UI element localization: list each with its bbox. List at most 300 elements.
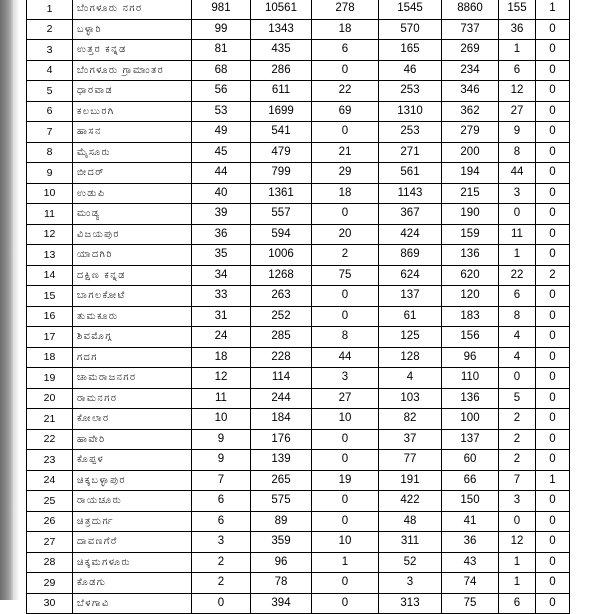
value-cell: 3 (312, 368, 379, 389)
value-cell: 244 (251, 388, 312, 409)
value-cell: 99 (192, 19, 251, 40)
serial-number-cell: 7 (27, 122, 73, 143)
value-cell: 624 (379, 265, 442, 286)
value-cell: 12 (499, 81, 536, 102)
district-cases-table (26, 0, 570, 614)
district-name-cell: ಚಿಕ್ಕಮಗಳೂರು (73, 552, 192, 573)
value-cell: 9 (192, 450, 251, 471)
value-cell: 35 (192, 245, 251, 266)
value-cell: 1699 (251, 101, 312, 122)
value-cell: 18 (312, 183, 379, 204)
value-cell: 0 (312, 122, 379, 143)
value-cell: 285 (251, 327, 312, 348)
table-row (27, 450, 570, 471)
value-cell: 2 (192, 552, 251, 573)
value-cell: 137 (379, 286, 442, 307)
district-name-cell: ವಿಜಯಪುರ (73, 224, 192, 245)
serial-number-cell: 23 (27, 450, 73, 471)
value-cell: 9 (192, 429, 251, 450)
value-cell: 155 (499, 0, 536, 19)
table-row (27, 368, 570, 389)
value-cell: 346 (442, 81, 499, 102)
value-cell: 8 (499, 306, 536, 327)
value-cell: 8 (499, 142, 536, 163)
value-cell: 34 (192, 265, 251, 286)
value-cell: 2 (499, 409, 536, 430)
district-name-cell: ಹಾಸನ (73, 122, 192, 143)
value-cell: 52 (379, 552, 442, 573)
value-cell: 0 (312, 450, 379, 471)
value-cell: 0 (536, 491, 570, 512)
value-cell: 22 (499, 265, 536, 286)
table-row (27, 245, 570, 266)
value-cell: 3 (499, 183, 536, 204)
value-cell: 228 (251, 347, 312, 368)
value-cell: 48 (379, 511, 442, 532)
value-cell: 7 (192, 470, 251, 491)
value-cell: 1 (499, 40, 536, 61)
value-cell: 41 (442, 511, 499, 532)
value-cell: 2 (499, 450, 536, 471)
value-cell: 165 (379, 40, 442, 61)
value-cell: 252 (251, 306, 312, 327)
value-cell: 570 (379, 19, 442, 40)
value-cell: 6 (499, 286, 536, 307)
serial-number-cell: 19 (27, 368, 73, 389)
value-cell: 0 (536, 552, 570, 573)
serial-number-cell: 24 (27, 470, 73, 491)
value-cell: 424 (379, 224, 442, 245)
district-name-cell: ಬೆಂಗಳೂರು ನಗರ (73, 0, 192, 19)
value-cell: 279 (442, 122, 499, 143)
value-cell: 1 (312, 552, 379, 573)
value-cell: 799 (251, 163, 312, 184)
serial-number-cell: 4 (27, 60, 73, 81)
value-cell: 8860 (442, 0, 499, 19)
value-cell: 0 (536, 306, 570, 327)
value-cell: 136 (442, 388, 499, 409)
serial-number-cell: 29 (27, 573, 73, 594)
value-cell: 1 (499, 573, 536, 594)
value-cell: 81 (192, 40, 251, 61)
value-cell: 557 (251, 204, 312, 225)
district-name-cell: ರಾಯಚೂರು (73, 491, 192, 512)
value-cell: 359 (251, 532, 312, 553)
serial-number-cell: 18 (27, 347, 73, 368)
value-cell: 18 (192, 347, 251, 368)
value-cell: 0 (536, 409, 570, 430)
viewer-gutter (0, 0, 13, 600)
value-cell: 150 (442, 491, 499, 512)
value-cell: 1 (499, 552, 536, 573)
value-cell: 0 (536, 224, 570, 245)
value-cell: 0 (536, 163, 570, 184)
serial-number-cell: 1 (27, 0, 73, 19)
value-cell: 0 (312, 306, 379, 327)
table-row (27, 409, 570, 430)
value-cell: 2 (192, 573, 251, 594)
value-cell: 367 (379, 204, 442, 225)
table-row (27, 511, 570, 532)
value-cell: 11 (192, 388, 251, 409)
table-row (27, 224, 570, 245)
value-cell: 8 (312, 327, 379, 348)
value-cell: 2 (499, 429, 536, 450)
district-name-cell: ಬೀದರ್ (73, 163, 192, 184)
value-cell: 22 (312, 81, 379, 102)
value-cell: 4 (499, 347, 536, 368)
table-row (27, 388, 570, 409)
table-row (27, 60, 570, 81)
value-cell: 89 (251, 511, 312, 532)
serial-number-cell: 22 (27, 429, 73, 450)
value-cell: 0 (536, 81, 570, 102)
district-name-cell: ಬೆಂಗಳೂರು ಗ್ರಾಮಾಂತರ (73, 60, 192, 81)
value-cell: 1143 (379, 183, 442, 204)
value-cell: 7 (499, 470, 536, 491)
district-name-cell: ಚಾಮರಾಜನಗರ (73, 368, 192, 389)
table-row (27, 183, 570, 204)
value-cell: 286 (251, 60, 312, 81)
value-cell: 4 (499, 327, 536, 348)
serial-number-cell: 21 (27, 409, 73, 430)
value-cell: 253 (379, 81, 442, 102)
page-edge-shadow (13, 0, 19, 600)
district-name-cell: ಮಂಡ್ಯ (73, 204, 192, 225)
value-cell: 12 (499, 532, 536, 553)
value-cell: 0 (499, 204, 536, 225)
district-name-cell: ಬಾಗಲಕೋಟೆ (73, 286, 192, 307)
value-cell: 77 (379, 450, 442, 471)
value-cell: 0 (536, 532, 570, 553)
value-cell: 56 (192, 81, 251, 102)
serial-number-cell: 27 (27, 532, 73, 553)
value-cell: 0 (536, 122, 570, 143)
value-cell: 737 (442, 19, 499, 40)
table-row (27, 593, 570, 614)
value-cell: 0 (536, 327, 570, 348)
value-cell: 1361 (251, 183, 312, 204)
value-cell: 0 (536, 19, 570, 40)
district-name-cell: ದಾವಣಗೆರೆ (73, 532, 192, 553)
value-cell: 0 (312, 429, 379, 450)
table-row (27, 122, 570, 143)
value-cell: 0 (536, 40, 570, 61)
value-cell: 36 (442, 532, 499, 553)
value-cell: 4 (379, 368, 442, 389)
value-cell: 2 (536, 265, 570, 286)
value-cell: 159 (442, 224, 499, 245)
serial-number-cell: 3 (27, 40, 73, 61)
value-cell: 575 (251, 491, 312, 512)
value-cell: 313 (379, 593, 442, 614)
value-cell: 10561 (251, 0, 312, 19)
district-name-cell: ಬಳ್ಳಾರಿ (73, 19, 192, 40)
value-cell: 0 (312, 573, 379, 594)
value-cell: 1 (536, 0, 570, 19)
value-cell: 215 (442, 183, 499, 204)
value-cell: 6 (499, 593, 536, 614)
value-cell: 11 (499, 224, 536, 245)
value-cell: 0 (536, 101, 570, 122)
district-name-cell: ಹಾವೇರಿ (73, 429, 192, 450)
table-row (27, 81, 570, 102)
value-cell: 0 (536, 573, 570, 594)
district-name-cell: ಉತ್ತರ ಕನ್ನಡ (73, 40, 192, 61)
serial-number-cell: 14 (27, 265, 73, 286)
serial-number-cell: 26 (27, 511, 73, 532)
value-cell: 44 (312, 347, 379, 368)
value-cell: 103 (379, 388, 442, 409)
value-cell: 10 (312, 532, 379, 553)
table-row (27, 470, 570, 491)
district-name-cell: ಧಾರವಾಡ (73, 81, 192, 102)
district-name-cell: ಕಲಬುರಗಿ (73, 101, 192, 122)
value-cell: 0 (536, 245, 570, 266)
value-cell: 96 (251, 552, 312, 573)
district-name-cell: ಕೊಪ್ಪಳ (73, 450, 192, 471)
value-cell: 78 (251, 573, 312, 594)
value-cell: 0 (536, 347, 570, 368)
value-cell: 24 (192, 327, 251, 348)
district-name-cell: ಚಿಕ್ಕಬಳ್ಳಾಪುರ (73, 470, 192, 491)
value-cell: 869 (379, 245, 442, 266)
value-cell: 269 (442, 40, 499, 61)
serial-number-cell: 25 (27, 491, 73, 512)
table-row (27, 327, 570, 348)
value-cell: 278 (312, 0, 379, 19)
value-cell: 1 (499, 245, 536, 266)
value-cell: 33 (192, 286, 251, 307)
value-cell: 53 (192, 101, 251, 122)
value-cell: 1545 (379, 0, 442, 19)
table-row (27, 306, 570, 327)
value-cell: 6 (499, 60, 536, 81)
table-row (27, 204, 570, 225)
value-cell: 44 (499, 163, 536, 184)
value-cell: 0 (536, 204, 570, 225)
value-cell: 10 (192, 409, 251, 430)
value-cell: 40 (192, 183, 251, 204)
table-row (27, 429, 570, 450)
value-cell: 611 (251, 81, 312, 102)
value-cell: 68 (192, 60, 251, 81)
value-cell: 176 (251, 429, 312, 450)
value-cell: 0 (536, 183, 570, 204)
value-cell: 46 (379, 60, 442, 81)
value-cell: 190 (442, 204, 499, 225)
table-row (27, 19, 570, 40)
value-cell: 479 (251, 142, 312, 163)
value-cell: 0 (536, 593, 570, 614)
serial-number-cell: 30 (27, 593, 73, 614)
value-cell: 0 (536, 142, 570, 163)
serial-number-cell: 11 (27, 204, 73, 225)
value-cell: 136 (442, 245, 499, 266)
value-cell: 69 (312, 101, 379, 122)
value-cell: 44 (192, 163, 251, 184)
value-cell: 36 (499, 19, 536, 40)
serial-number-cell: 9 (27, 163, 73, 184)
value-cell: 110 (442, 368, 499, 389)
serial-number-cell: 6 (27, 101, 73, 122)
district-name-cell: ಬೆಳಗಾವಿ (73, 593, 192, 614)
value-cell: 311 (379, 532, 442, 553)
serial-number-cell: 10 (27, 183, 73, 204)
value-cell: 0 (312, 204, 379, 225)
table-row (27, 0, 570, 19)
value-cell: 75 (312, 265, 379, 286)
table-row (27, 40, 570, 61)
value-cell: 18 (312, 19, 379, 40)
value-cell: 0 (499, 368, 536, 389)
serial-number-cell: 5 (27, 81, 73, 102)
district-name-cell: ಯಾದಗಿರಿ (73, 245, 192, 266)
value-cell: 0 (536, 368, 570, 389)
value-cell: 435 (251, 40, 312, 61)
value-cell: 1343 (251, 19, 312, 40)
value-cell: 10 (312, 409, 379, 430)
value-cell: 184 (251, 409, 312, 430)
value-cell: 1006 (251, 245, 312, 266)
value-cell: 271 (379, 142, 442, 163)
value-cell: 0 (312, 286, 379, 307)
value-cell: 128 (379, 347, 442, 368)
value-cell: 0 (536, 429, 570, 450)
value-cell: 75 (442, 593, 499, 614)
table-row (27, 573, 570, 594)
value-cell: 0 (499, 511, 536, 532)
value-cell: 0 (536, 450, 570, 471)
value-cell: 541 (251, 122, 312, 143)
value-cell: 125 (379, 327, 442, 348)
value-cell: 39 (192, 204, 251, 225)
table-row (27, 491, 570, 512)
value-cell: 263 (251, 286, 312, 307)
serial-number-cell: 16 (27, 306, 73, 327)
value-cell: 6 (192, 511, 251, 532)
table-row (27, 265, 570, 286)
value-cell: 12 (192, 368, 251, 389)
value-cell: 0 (192, 593, 251, 614)
value-cell: 20 (312, 224, 379, 245)
value-cell: 0 (536, 286, 570, 307)
value-cell: 82 (379, 409, 442, 430)
value-cell: 114 (251, 368, 312, 389)
value-cell: 0 (312, 491, 379, 512)
value-cell: 0 (312, 511, 379, 532)
serial-number-cell: 12 (27, 224, 73, 245)
value-cell: 5 (499, 388, 536, 409)
value-cell: 6 (312, 40, 379, 61)
value-cell: 45 (192, 142, 251, 163)
value-cell: 96 (442, 347, 499, 368)
value-cell: 21 (312, 142, 379, 163)
serial-number-cell: 8 (27, 142, 73, 163)
value-cell: 0 (312, 60, 379, 81)
district-name-cell: ತುಮಕೂರು (73, 306, 192, 327)
value-cell: 0 (536, 511, 570, 532)
value-cell: 60 (442, 450, 499, 471)
value-cell: 362 (442, 101, 499, 122)
district-name-cell: ಶಿವಮೊಗ್ಗ (73, 327, 192, 348)
value-cell: 139 (251, 450, 312, 471)
value-cell: 6 (192, 491, 251, 512)
district-name-cell: ಉಡುಪಿ (73, 183, 192, 204)
serial-number-cell: 15 (27, 286, 73, 307)
value-cell: 1 (536, 470, 570, 491)
value-cell: 1268 (251, 265, 312, 286)
serial-number-cell: 28 (27, 552, 73, 573)
district-name-cell: ಕೊಡಗು (73, 573, 192, 594)
table-row (27, 163, 570, 184)
value-cell: 61 (379, 306, 442, 327)
district-name-cell: ದಕ್ಷಿಣ ಕನ್ನಡ (73, 265, 192, 286)
value-cell: 2 (312, 245, 379, 266)
district-name-cell: ಗದಗ (73, 347, 192, 368)
value-cell: 1310 (379, 101, 442, 122)
value-cell: 19 (312, 470, 379, 491)
value-cell: 620 (442, 265, 499, 286)
value-cell: 66 (442, 470, 499, 491)
district-name-cell: ಮೈಸೂರು (73, 142, 192, 163)
table-row (27, 286, 570, 307)
value-cell: 981 (192, 0, 251, 19)
table-row (27, 347, 570, 368)
district-name-cell: ರಾಮನಗರ (73, 388, 192, 409)
value-cell: 137 (442, 429, 499, 450)
value-cell: 9 (499, 122, 536, 143)
serial-number-cell: 2 (27, 19, 73, 40)
district-name-cell: ಕೋಲಾರ (73, 409, 192, 430)
value-cell: 31 (192, 306, 251, 327)
value-cell: 27 (312, 388, 379, 409)
value-cell: 43 (442, 552, 499, 573)
value-cell: 156 (442, 327, 499, 348)
value-cell: 191 (379, 470, 442, 491)
table-row (27, 552, 570, 573)
value-cell: 594 (251, 224, 312, 245)
value-cell: 200 (442, 142, 499, 163)
value-cell: 27 (499, 101, 536, 122)
value-cell: 74 (442, 573, 499, 594)
value-cell: 100 (442, 409, 499, 430)
serial-number-cell: 13 (27, 245, 73, 266)
value-cell: 561 (379, 163, 442, 184)
value-cell: 234 (442, 60, 499, 81)
value-cell: 36 (192, 224, 251, 245)
value-cell: 3 (499, 491, 536, 512)
value-cell: 394 (251, 593, 312, 614)
serial-number-cell: 17 (27, 327, 73, 348)
value-cell: 120 (442, 286, 499, 307)
value-cell: 29 (312, 163, 379, 184)
table-row (27, 532, 570, 553)
value-cell: 0 (312, 593, 379, 614)
value-cell: 194 (442, 163, 499, 184)
value-cell: 422 (379, 491, 442, 512)
table-row (27, 101, 570, 122)
value-cell: 0 (536, 388, 570, 409)
value-cell: 253 (379, 122, 442, 143)
value-cell: 49 (192, 122, 251, 143)
value-cell: 0 (536, 60, 570, 81)
value-cell: 3 (192, 532, 251, 553)
value-cell: 3 (379, 573, 442, 594)
value-cell: 37 (379, 429, 442, 450)
district-name-cell: ಚಿತ್ರದುರ್ಗ (73, 511, 192, 532)
serial-number-cell: 20 (27, 388, 73, 409)
